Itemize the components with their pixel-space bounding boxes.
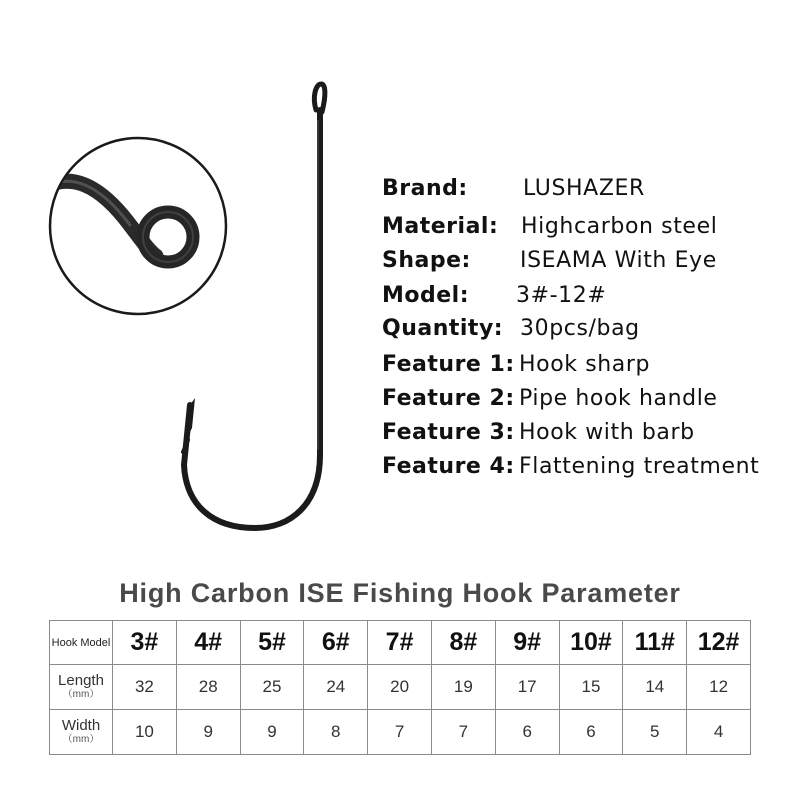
spec-model-label: Model: [382, 283, 470, 308]
model-cell: 10# [559, 621, 623, 665]
width-cell: 9 [240, 710, 304, 755]
model-cell: 6# [304, 621, 368, 665]
width-cell: 5 [623, 710, 687, 755]
table-row-width [50, 710, 751, 755]
spec-brand-label: Brand: [382, 176, 468, 201]
spec-quantity-value: 30pcs/bag [520, 316, 640, 341]
spec-material-label: Material: [382, 214, 499, 239]
spec-feature-1-label: Feature 1: [382, 352, 515, 377]
length-cell: 32 [113, 665, 177, 710]
length-cell: 20 [368, 665, 432, 710]
spec-quantity-label: Quantity: [382, 316, 504, 341]
fishing-hook-icon [183, 84, 325, 528]
model-cell: 3# [113, 621, 177, 665]
width-unit: （mm） [62, 734, 100, 745]
spec-shape-label: Shape: [382, 248, 471, 273]
width-cell: 7 [368, 710, 432, 755]
model-cell: 12# [687, 621, 751, 665]
width-cell: 8 [304, 710, 368, 755]
table-row-length [50, 665, 751, 710]
spec-feature-1-value: Hook sharp [519, 352, 651, 377]
spec-feature-4-label: Feature 4: [382, 454, 515, 479]
width-cell: 6 [495, 710, 559, 755]
spec-material-value: Highcarbon steel [521, 214, 718, 239]
model-cell: 4# [176, 621, 240, 665]
width-cell: 6 [559, 710, 623, 755]
spec-feature-3-label: Feature 3: [382, 420, 515, 445]
width-cell: 7 [431, 710, 495, 755]
hook-model-header: Hook Model [50, 621, 113, 665]
spec-feature-2-label: Feature 2: [382, 386, 515, 411]
model-cell: 5# [240, 621, 304, 665]
model-cell: 11# [623, 621, 687, 665]
model-cell: 9# [495, 621, 559, 665]
width-header [50, 710, 113, 755]
length-cell: 28 [176, 665, 240, 710]
table-row-model [50, 621, 751, 665]
model-cell: 7# [368, 621, 432, 665]
length-cell: 25 [240, 665, 304, 710]
spec-feature-3-value: Hook with barb [519, 420, 695, 445]
eye-detail-magnifier [40, 138, 226, 314]
length-cell: 19 [431, 665, 495, 710]
spec-feature-2-value: Pipe hook handle [519, 386, 718, 411]
parameter-table-title: High Carbon ISE Fishing Hook Parameter [119, 578, 681, 608]
length-header [50, 665, 113, 710]
parameter-table [49, 620, 751, 755]
length-cell: 15 [559, 665, 623, 710]
spec-brand-value: LUSHAZER [523, 176, 645, 201]
length-label: Length [58, 672, 104, 689]
spec-model-value: 3#-12# [516, 283, 607, 308]
model-cell: 8# [431, 621, 495, 665]
length-cell: 14 [623, 665, 687, 710]
spec-feature-4-value: Flattening treatment [519, 454, 760, 479]
length-cell: 17 [495, 665, 559, 710]
width-cell: 4 [687, 710, 751, 755]
width-cell: 9 [176, 710, 240, 755]
width-label: Width [61, 717, 101, 734]
length-cell: 12 [687, 665, 751, 710]
width-cell: 10 [113, 710, 177, 755]
spec-shape-value: ISEAMA With Eye [520, 248, 717, 273]
length-unit: （mm） [62, 689, 100, 700]
length-cell: 24 [304, 665, 368, 710]
